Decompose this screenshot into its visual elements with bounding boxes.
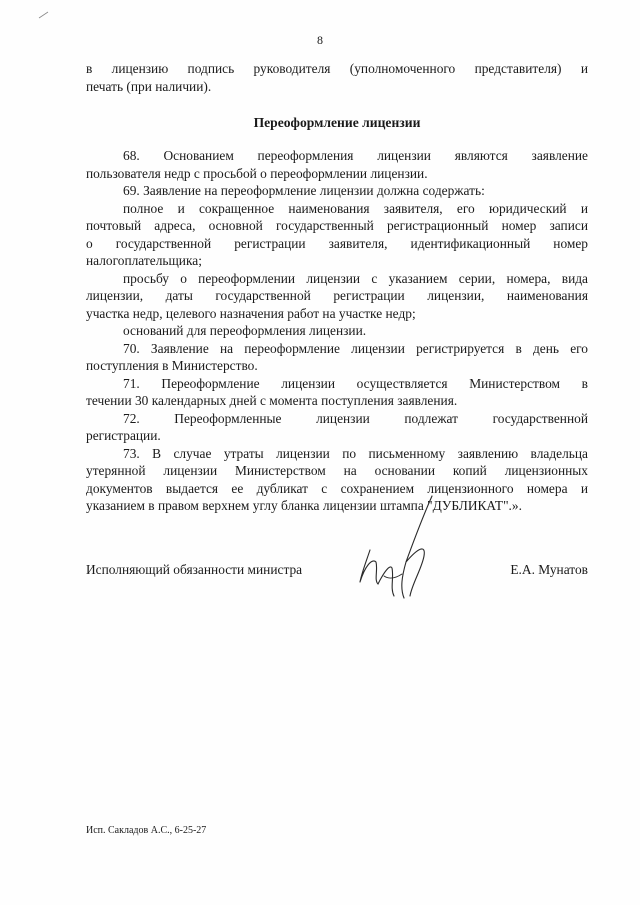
intro-line: в лицензию подпись руководителя (уполномоченного представителя) и	[86, 61, 588, 76]
signatory-name: Е.А. Мунатов	[510, 562, 588, 577]
scan-artifact	[38, 10, 50, 20]
paragraph-line: 73. В случае утраты лицензии по письменному заявлению владельца	[123, 445, 588, 461]
paragraph-line: полное и сокращенное наименования заявителя, его юридический и	[123, 200, 588, 216]
handwritten-signature	[332, 492, 442, 607]
paragraph-line: лицензии, даты государственной регистрации лицензии, наименования	[86, 288, 588, 303]
paragraph-line: налогоплательщика;	[86, 253, 202, 268]
paragraph-line: почтовый адреса, основной государственный регистрационный номер записи	[86, 218, 588, 233]
document-body	[86, 147, 588, 515]
paragraph-line: 70. Заявление на переоформление лицензии регистрируется в день его	[123, 340, 588, 356]
paragraph-line: оснований для переоформления лицензии.	[123, 323, 367, 338]
intro-block	[86, 60, 588, 95]
paragraph-line: регистрации.	[86, 428, 161, 443]
paragraph-line: 72. Переоформленные лицензии подлежат государственной	[123, 410, 588, 426]
paragraph-line: утерянной лицензии Министерством на основании копий лицензионных	[86, 463, 588, 478]
paragraph-line: о государственной регистрации заявителя, идентификационный номер	[86, 235, 588, 251]
paragraph-line: участка недр, целевого назначения работ на участке недр;	[86, 305, 416, 321]
executor-note: Исп. Сакладов А.С., 6-25-27	[86, 825, 207, 836]
paragraph-line: поступления в Министерство.	[86, 358, 258, 373]
paragraph-line: документов выдается ее дубликат с сохранением лицензионного номера и	[86, 480, 588, 496]
paragraph-line: течении 30 календарных дней с момента поступления заявления.	[86, 393, 458, 408]
section-heading: Переоформление лицензии	[253, 115, 421, 130]
paragraph-line: 68. Основанием переоформления лицензии являются заявление	[123, 148, 588, 163]
intro-line: печать (при наличии).	[86, 78, 212, 94]
paragraph-line: 69. Заявление на переоформление лицензии должна содержать:	[123, 183, 485, 198]
signatory-title: Исполняющий обязанности министра	[86, 562, 303, 577]
paragraph-line: пользователя недр с просьбой о переоформлении лицензии.	[86, 165, 428, 181]
page-number: 8	[317, 33, 323, 47]
paragraph-line: указанием в правом верхнем углу бланка лицензии штампа "ДУБЛИКАТ".».	[86, 498, 522, 513]
paragraph-line: 71. Переоформление лицензии осуществляется Министерством в	[123, 375, 588, 391]
paragraph-line: просьбу о переоформлении лицензии с указанием серии, номера, вида	[123, 270, 588, 286]
